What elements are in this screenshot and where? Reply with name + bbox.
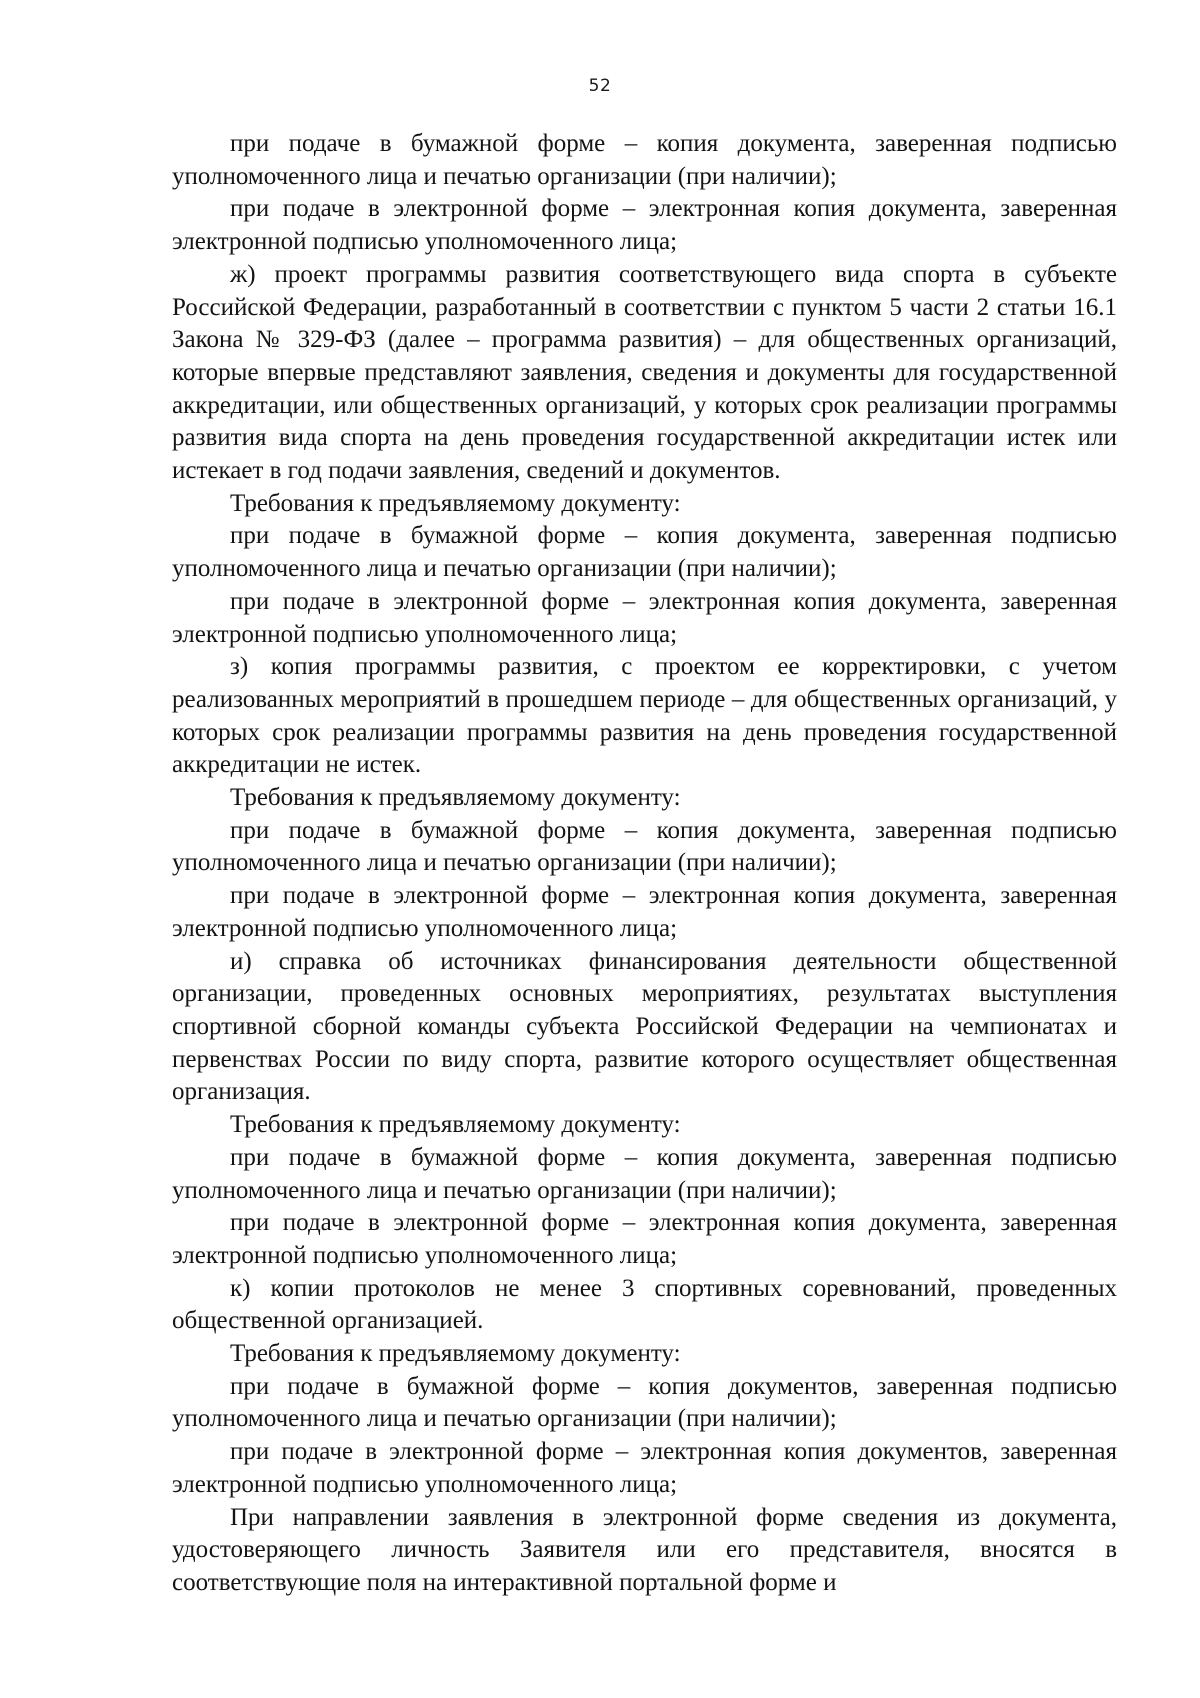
requirements-heading: Требования к предъявляемому документу:: [230, 784, 681, 812]
paragraph: при подаче в бумажной форме – копия документа, заверенная подписью уполномоченного лица и печатью организации (при наличии);: [172, 130, 1117, 190]
paragraph: при подаче в бумажной форме – копия документа, заверенная подписью уполномоченного лица и печатью организации (при наличии);: [172, 1143, 1117, 1204]
requirements-heading: Требования к предъявляемому документу:: [230, 1340, 681, 1368]
page-number: 52: [588, 76, 612, 96]
paragraph: при подаче в электронной форме – электронная копия документа, заверенная электронной подписью уполномоченного лица;: [172, 195, 1117, 256]
document-body: [172, 128, 1117, 1600]
paragraph: при подаче в электронной форме – электронная копия документов, заверенная электронной подписью уполномоченного лица;: [172, 1438, 1117, 1498]
paragraph: При направлении заявления в электронной форме сведения из документа, удостоверяющего личность Заявителя или его представителя, вносятся в соответствующие поля на интерактивной портальной форме и: [172, 1503, 1117, 1596]
paragraph: при подаче в бумажной форме – копия документа, заверенная подписью уполномоченного лица и печатью организации (при наличии);: [172, 522, 1117, 583]
paragraph: при подаче в электронной форме – электронная копия документа, заверенная электронной подписью уполномоченного лица;: [172, 882, 1117, 942]
paragraph: и) справка об источниках финансирования деятельности общественной организации, проведенных основных мероприятиях, результатах выступления спортивной сборной команды субъекта Российской Федерации на чемпионатах и первенствах России по виду спорта, развитие которого осуществляет общественная организация.: [172, 947, 1117, 1106]
paragraph: к) копии протоколов не менее 3 спортивных соревнований, проведенных общественной организацией.: [172, 1274, 1117, 1335]
requirements-heading: Требования к предъявляемому документу:: [230, 489, 681, 517]
requirements-heading: Требования к предъявляемому документу:: [230, 1111, 681, 1139]
paragraph: при подаче в электронной форме – электронная копия документа, заверенная электронной подписью уполномоченного лица;: [172, 1209, 1117, 1269]
paragraph: при подаче в бумажной форме – копия документов, заверенная подписью уполномоченного лица и печатью организации (при наличии);: [172, 1372, 1117, 1433]
paragraph: ж) проект программы развития соответствующего вида спорта в субъекте Российской Федерации, разработанный в соответствии с пунктом 5 части 2 статьи 16.1 Закона № 329-ФЗ (далее – программа развития) – для общественных организаций, которые впервые представляют заявления, сведения и документы для государственной аккредитации, или общественных организаций, у которых срок реализации программы развития вида спорта на день проведения государственной аккредитации истек или истекает в год подачи заявления, сведений и документов.: [172, 260, 1117, 485]
paragraph: при подаче в электронной форме – электронная копия документа, заверенная электронной подписью уполномоченного лица;: [172, 587, 1117, 648]
paragraph: при подаче в бумажной форме – копия документа, заверенная подписью уполномоченного лица и печатью организации (при наличии);: [172, 816, 1117, 877]
paragraph: з) копия программы развития, с проектом ее корректировки, с учетом реализованных мероприятий в прошедшем периоде – для общественных организаций, у которых срок реализации программы развития на день проведения государственной аккредитации не истек.: [172, 653, 1117, 779]
